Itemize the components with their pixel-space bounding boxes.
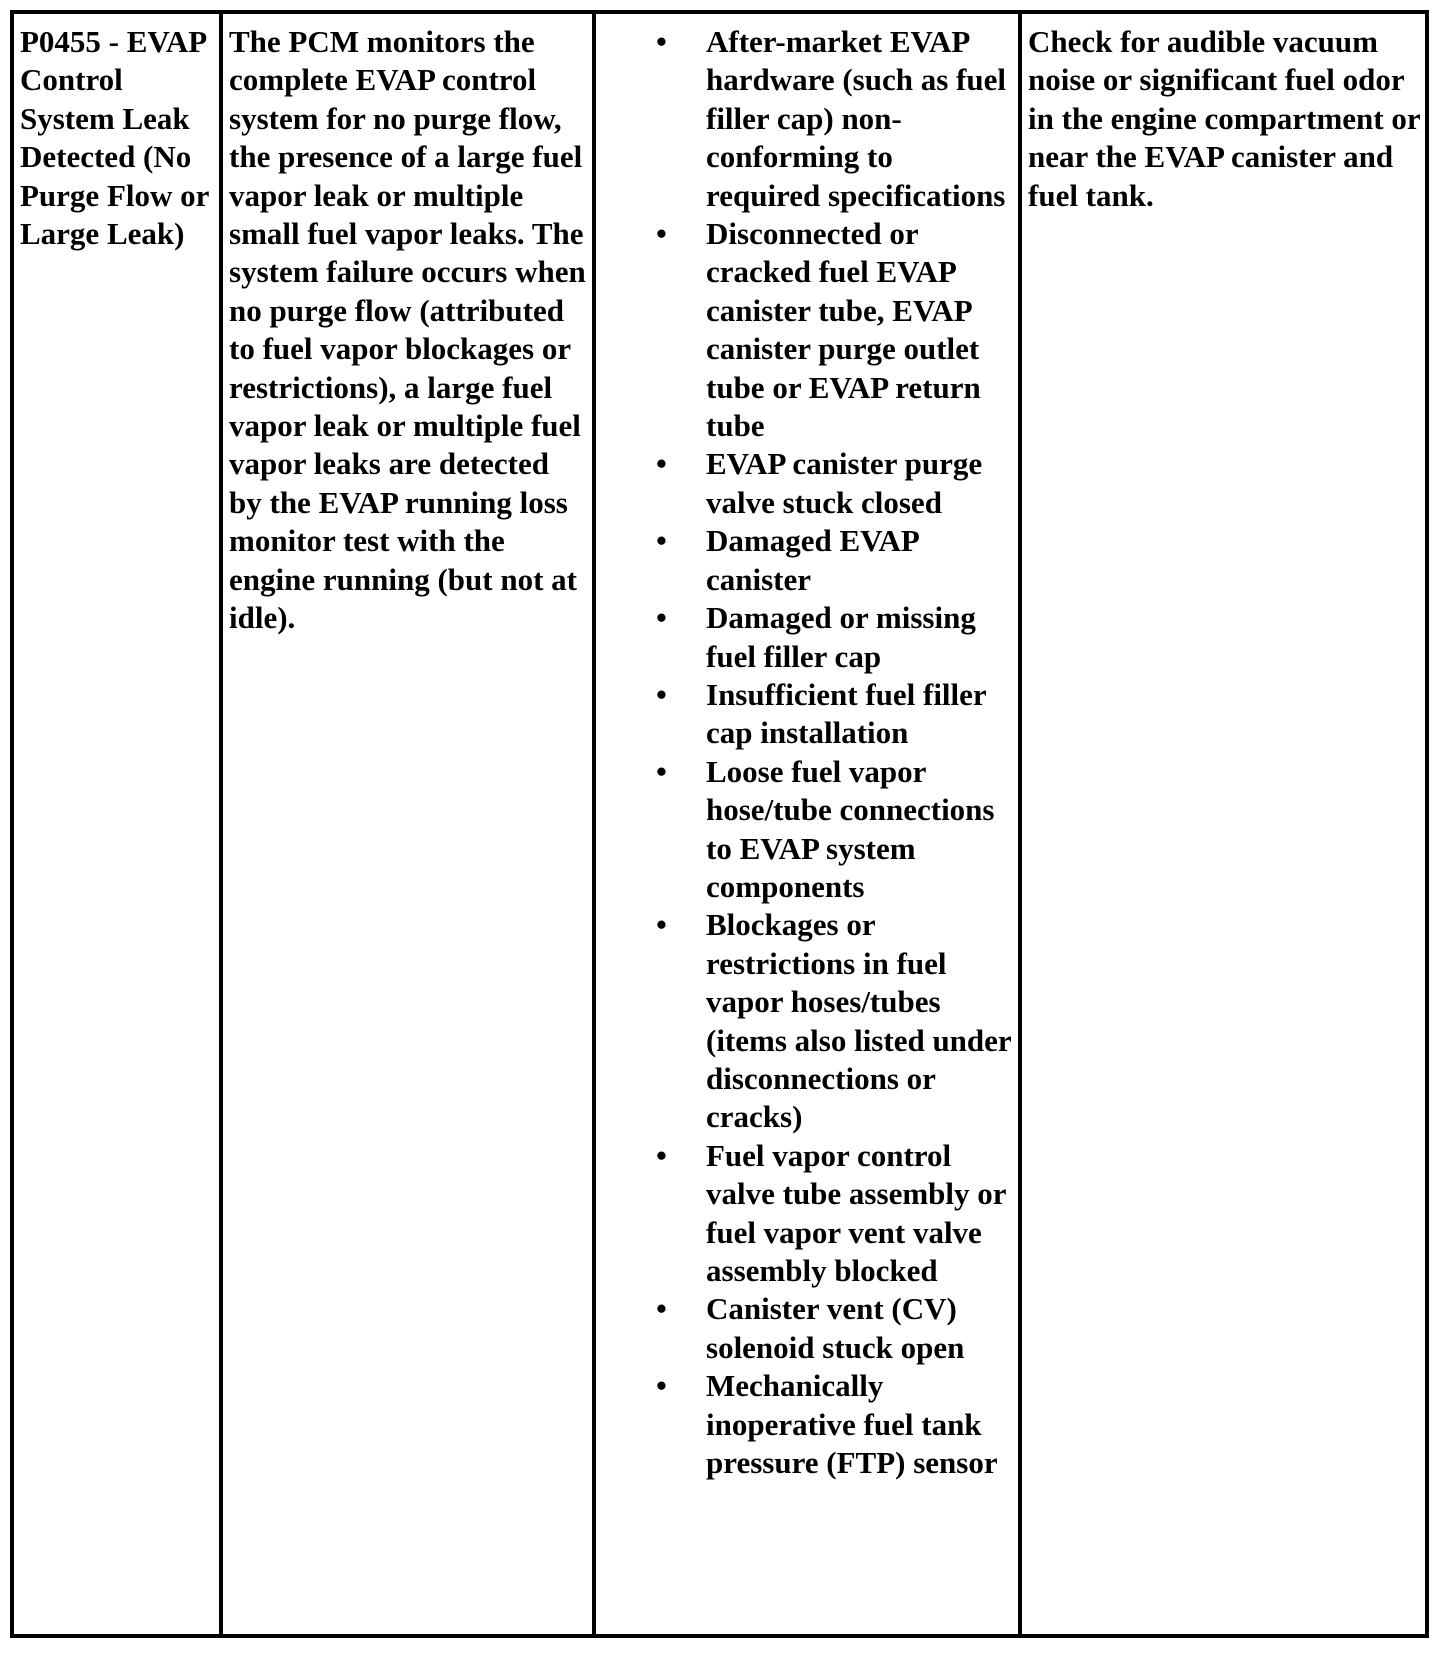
dtc-code-cell [12, 12, 221, 1636]
bullet-icon: • [656, 216, 667, 252]
bullet-icon: • [656, 600, 667, 636]
dtc-code-text: P0455 - EVAP Control System Leak Detected (No Purge Flow or Large Leak) [20, 24, 209, 252]
possible-causes-list [602, 23, 1014, 1482]
list-item [602, 753, 1014, 907]
cause-text: After-market EVAP hardware (such as fuel filler cap) non-conforming to required specifications [706, 24, 1006, 213]
bullet-icon: • [656, 1368, 667, 1404]
list-item [602, 906, 1014, 1136]
cause-text: Mechanically inoperative fuel tank pressure (FTP) sensor [706, 1368, 998, 1481]
list-item [602, 1290, 1014, 1367]
action-text: Check for audible vacuum noise or significant fuel odor in the engine compartment or near the EVAP canister and fuel tank. [1028, 24, 1421, 213]
cause-text: Damaged or missing fuel filler cap [706, 600, 976, 674]
cause-text: Disconnected or cracked fuel EVAP canister tube, EVAP canister purge outlet tube or EVAP return tube [706, 216, 981, 444]
bullet-icon: • [656, 24, 667, 59]
list-item [602, 445, 1014, 522]
list-item [602, 522, 1014, 599]
list-item [602, 599, 1014, 676]
cause-text: Insufficient fuel filler cap installation [706, 676, 987, 751]
description-cell [221, 12, 594, 1636]
possible-causes-cell [594, 12, 1020, 1636]
description-text: The PCM monitors the complete EVAP control system for no purge flow, the presence of a large fuel vapor leak or multiple small fuel vapor leaks. The system failure occurs when no purge flow (attributed to fuel vapor blockages or restrictions), a large fuel vapor leak or multiple fuel vapor leaks are detected by the EVAP running loss monitor test with the engine running (but not at idle). [229, 24, 586, 636]
action-cell [1020, 12, 1427, 1636]
list-item [602, 1137, 1014, 1291]
cause-text: Fuel vapor control valve tube assembly or fuel vapor vent valve assembly blocked [706, 1137, 1006, 1288]
cause-text: Blockages or restrictions in fuel vapor hoses/tubes (items also listed under disconnections or cracks) [706, 907, 1012, 1135]
list-item [602, 676, 1014, 753]
table-row [12, 12, 1427, 1636]
bullet-icon: • [656, 753, 667, 789]
cause-text: EVAP canister purge valve stuck closed [706, 446, 983, 520]
cause-text: Loose fuel vapor hose/tube connections to EVAP system components [706, 753, 995, 904]
bullet-icon: • [656, 1137, 667, 1173]
bullet-icon: • [656, 523, 667, 559]
cause-text: Canister vent (CV) solenoid stuck open [706, 1291, 965, 1365]
bullet-icon: • [656, 1291, 667, 1327]
cause-text: Damaged EVAP canister [706, 523, 919, 597]
list-item [602, 215, 1014, 445]
bullet-icon: • [656, 907, 667, 943]
list-item [602, 1367, 1014, 1482]
list-item [602, 23, 1014, 215]
bullet-icon: • [656, 676, 667, 712]
dtc-table [10, 10, 1429, 1638]
bullet-icon: • [656, 446, 667, 482]
